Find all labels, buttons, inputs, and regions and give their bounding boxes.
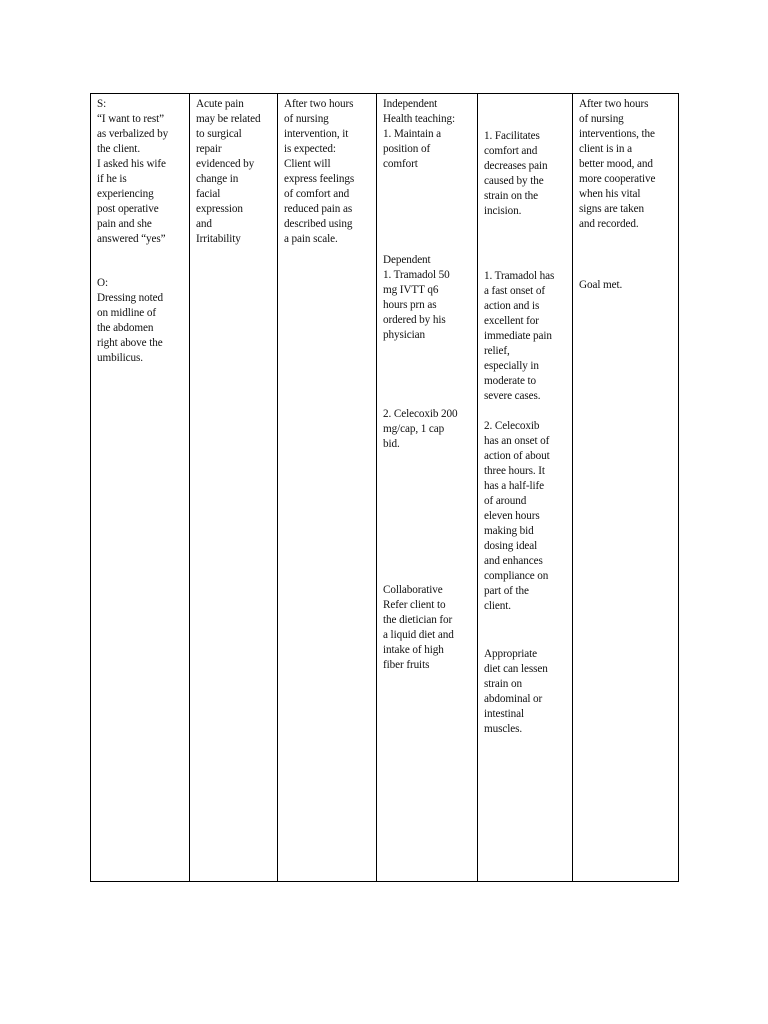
dependent-intervention: Dependent 1. Tramadol 50 mg IVTT q6 hours prn as ordered by his physician <box>383 254 450 341</box>
objective-cues: O: Dressing noted on midline of the abdomen right above the umbilicus. <box>97 277 164 364</box>
rationale-tramadol: 1. Tramadol has a fast onset of action and is excellent for immediate pain relief, especially in moderate to severe cases. <box>484 270 555 402</box>
planning-cell <box>278 94 377 882</box>
evaluation-cell <box>573 94 679 882</box>
diagnosis-cell <box>190 94 278 882</box>
planning-objective: After two hours of nursing intervention, it is expected: Client will express feelings of comfort and reduced pain as described using a pain scale. <box>284 98 355 245</box>
independent-intervention: Independent Health teaching: 1. Maintain a position of comfort <box>383 98 456 170</box>
rationale-diet: Appropriate diet can lessen strain on abdominal or intestinal muscles. <box>484 648 548 735</box>
rationale-comfort: 1. Facilitates comfort and decreases pain caused by the strain on the incision. <box>484 130 548 217</box>
rationale-celecoxib: 2. Celecoxib has an onset of action of about three hours. It has a half-life of around eleven hours making bid dosing ideal and enhances compliance on part of the client. <box>484 420 550 612</box>
subjective-cues: S: “I want to rest” as verbalized by the client. I asked his wife if he is experiencing post operative pain and she answered “yes” <box>97 98 169 245</box>
nursing-diagnosis: Acute pain may be related to surgical repair evidenced by change in facial expression and Irritability <box>196 98 261 245</box>
table-row <box>91 94 679 882</box>
evaluation-text: After two hours of nursing interventions, the client is in a better mood, and more cooperative when his vital signs are taken and recorded. <box>579 98 656 230</box>
assessment-cell <box>91 94 190 882</box>
nursing-care-plan-table <box>90 93 679 882</box>
celecoxib-intervention: 2. Celecoxib 200 mg/cap, 1 cap bid. <box>383 408 458 450</box>
interventions-cell <box>377 94 478 882</box>
rationale-cell <box>478 94 573 882</box>
collaborative-intervention: Collaborative Refer client to the dietician for a liquid diet and intake of high fiber fruits <box>383 584 454 671</box>
goal-status: Goal met. <box>579 279 623 291</box>
